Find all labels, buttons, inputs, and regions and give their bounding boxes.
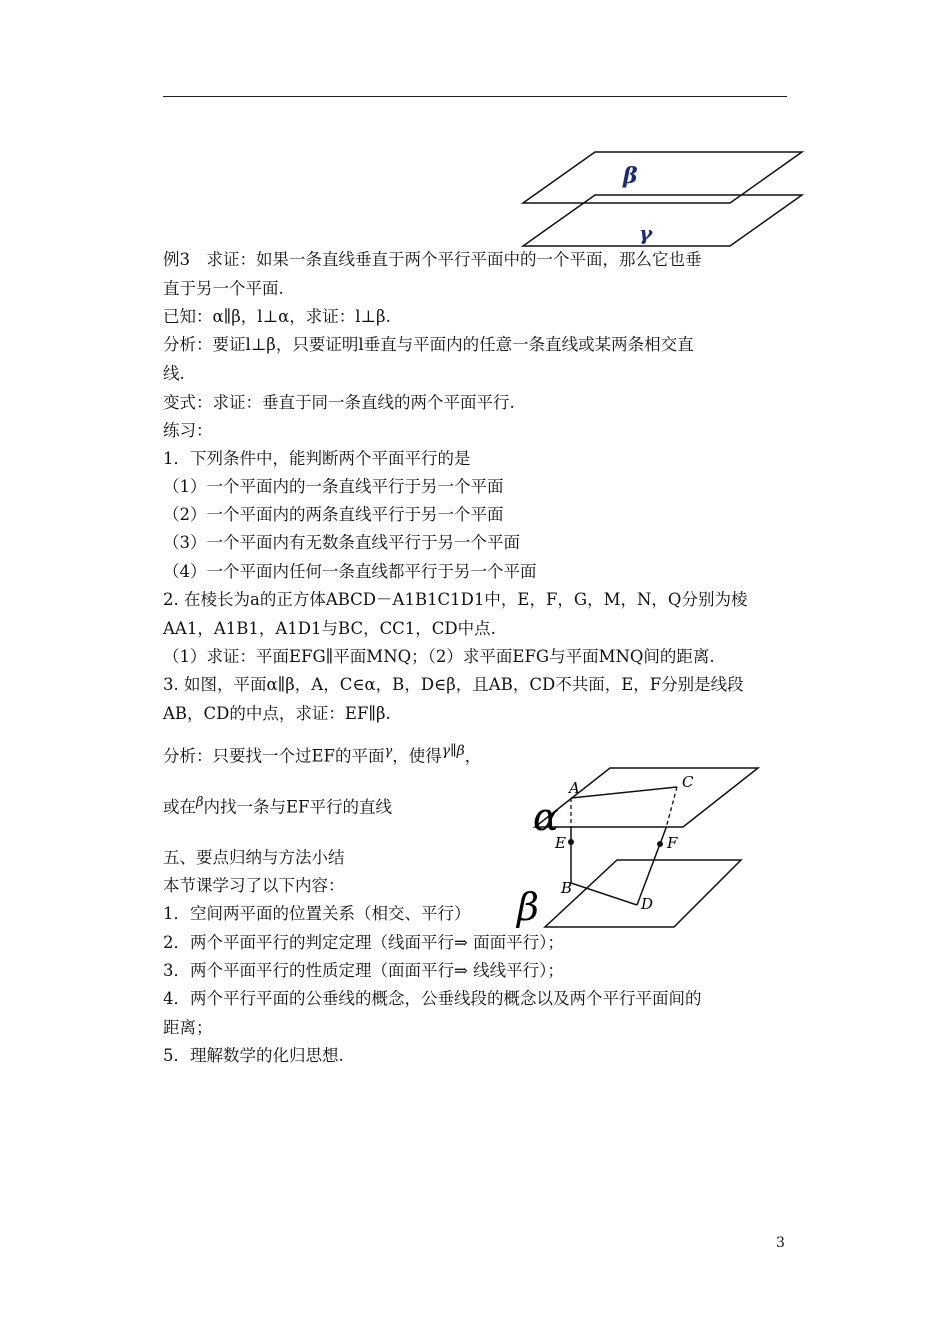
summary-line: 本节课学习了以下内容：: [163, 876, 345, 895]
analysis-line-1: [163, 741, 481, 767]
text-line: AB，CD的中点，求证：EF∥β.: [163, 704, 391, 723]
text-line: 练习：: [163, 421, 213, 440]
text-line: 直于另一个平面.: [163, 279, 284, 298]
analysis-text: ，: [464, 746, 482, 766]
text-line: 线.: [163, 364, 185, 383]
text-line: （2）一个平面内的两条直线平行于另一个平面: [163, 505, 504, 524]
text-line: 已知：α∥β，l⊥α，求证：l⊥β.: [163, 307, 391, 326]
analysis-line-2: [163, 793, 392, 818]
plane-beta-label: β: [517, 885, 539, 929]
label-D: D: [641, 895, 654, 913]
summary-line: 3．两个平面平行的性质定理（面面平行⇒ 线线平行）；: [163, 961, 564, 980]
analysis-text: 或在: [163, 797, 196, 817]
beta-symbol: β: [196, 795, 204, 810]
analysis-text: ，使得: [392, 746, 442, 766]
analysis-text: 分析：只要找一个过EF的平面: [163, 746, 385, 766]
label-F: F: [667, 834, 678, 852]
text-line: （4）一个平面内任何一条直线都平行于另一个平面: [163, 562, 537, 581]
text-line: 变式：求证：垂直于同一条直线的两个平面平行.: [163, 393, 515, 412]
label-E: E: [555, 834, 566, 852]
summary-line: 5．理解数学的化归思想.: [163, 1046, 344, 1065]
text-line: 例3 求证：如果一条直线垂直于两个平行平面中的一个平面，那么它也垂: [163, 250, 702, 269]
figure1-beta-label: β: [623, 163, 638, 189]
header-rule: [163, 96, 787, 97]
analysis-text: 内找一条与EF平行的直线: [203, 797, 393, 817]
text-line: （3）一个平面内有无数条直线平行于另一个平面: [163, 533, 520, 552]
text-line: （1）一个平面内的一条直线平行于另一个平面: [163, 477, 504, 496]
summary-line: 五、要点归纳与方法小结: [163, 848, 345, 867]
gamma-symbol: γ: [384, 744, 393, 759]
label-C: C: [682, 773, 694, 791]
summary-line: 2．两个平面平行的判定定理（线面平行⇒ 面面平行）；: [163, 933, 564, 952]
plane-alpha-label: α: [533, 795, 559, 839]
summary-line: 4．两个平行平面的公垂线的概念，公垂线段的概念以及两个平行平面间的: [163, 989, 702, 1008]
text-line: 分析：要证l⊥β，只要证明l垂直与平面内的任意一条直线或某两条相交直: [163, 335, 694, 354]
skew-segments-figure: [505, 760, 770, 940]
text-line: 1．下列条件中，能判断两个平面平行的是: [163, 449, 471, 468]
parallel-relation: γ∥β: [441, 743, 465, 759]
label-B: B: [561, 879, 573, 897]
figure1-gamma-label: γ: [639, 221, 653, 245]
summary-line: 1．空间两平面的位置关系（相交、平行）: [163, 904, 471, 923]
text-line: AA1，A1B1，A1D1与BC，CC1，CD中点.: [163, 619, 496, 638]
text-line: 2. 在棱长为a的正方体ABCD－A1B1C1D1中，E，F，G，M，N，Q分别为棱: [163, 590, 748, 609]
parallel-planes-figure: [515, 145, 810, 250]
label-A: A: [569, 779, 580, 797]
summary-line: 距离；: [163, 1018, 213, 1037]
text-line: 3. 如图，平面α∥β，A，C∈α，B，D∈β，且AB，CD不共面，E，F分别是线段: [163, 675, 744, 694]
page-number: 3: [776, 1235, 785, 1251]
text-line: （1）求证：平面EFG∥平面MNQ；（2）求平面EFG与平面MNQ间的距离.: [163, 647, 715, 666]
